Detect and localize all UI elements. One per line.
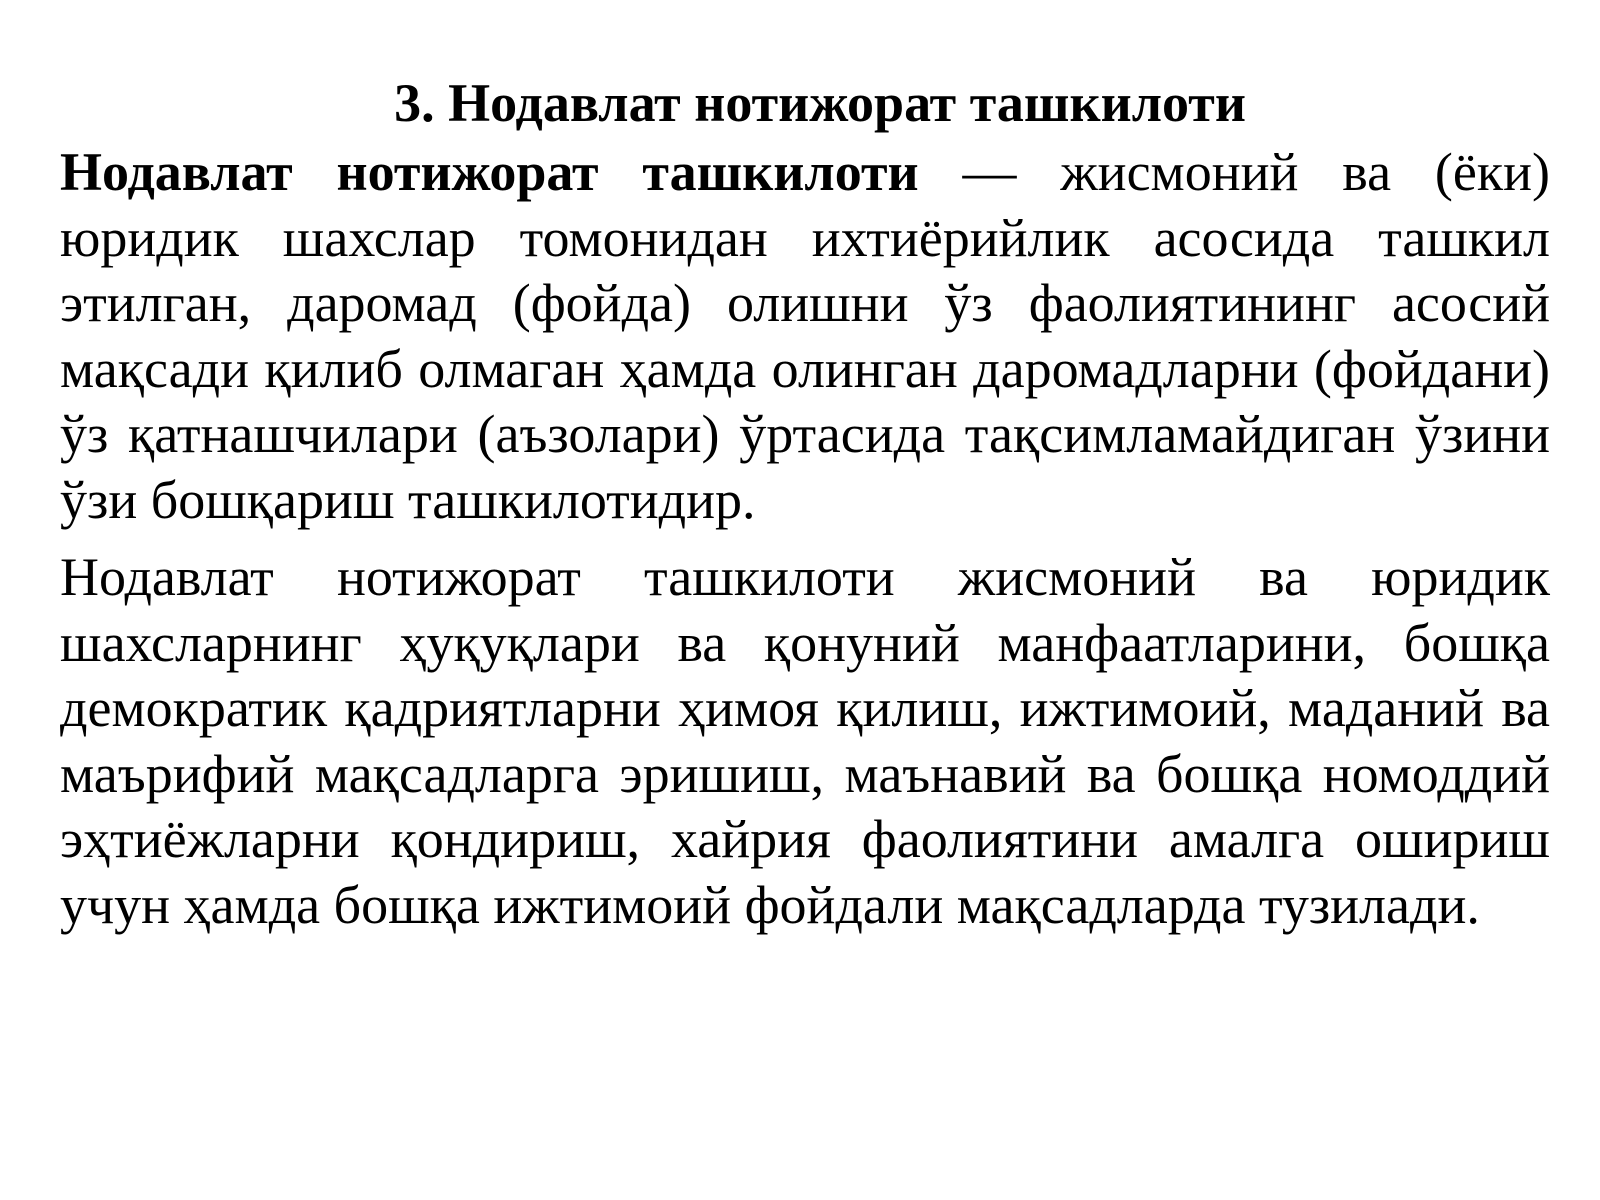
slide-content (60, 70, 1550, 950)
slide-title: 3. Нодавлат нотижорат ташкилоти (394, 73, 1246, 133)
purpose-paragraph: Нодавлат нотижорат ташкилоти жисмоний ва юридик шахсларнинг ҳуқуқлари ва қонуний манфаатларини, бошқа демократик қадриятларни ҳимоя қилиш, ижтимоий, маданий ва маърифий мақсадларга эришиш, маънавий ва бошқа номоддий эҳтиёжларни қондириш, хайрия фаолиятини амалга ошириш учун ҳамда бошқа ижтимоий фойдали мақсадларда тузилади. (60, 547, 1550, 935)
definition-term: Нодавлат нотижорат ташкилоти (60, 142, 919, 202)
definition-paragraph (60, 140, 1550, 533)
definition-text: — жисмоний ва (ёки) юридик шахслар томонидан ихтиёрийлик асосида ташкил этилган, даромад (фойда) олишни ўз фаолиятининг асосий мақсади қилиб олмаган ҳамда олинган даромадларни (фойдани) ўз қатнашчилари (аъзолари) ўртасида тақсимламайдиган ўзини ўзи бошқариш ташкилотидир. (60, 142, 1550, 530)
